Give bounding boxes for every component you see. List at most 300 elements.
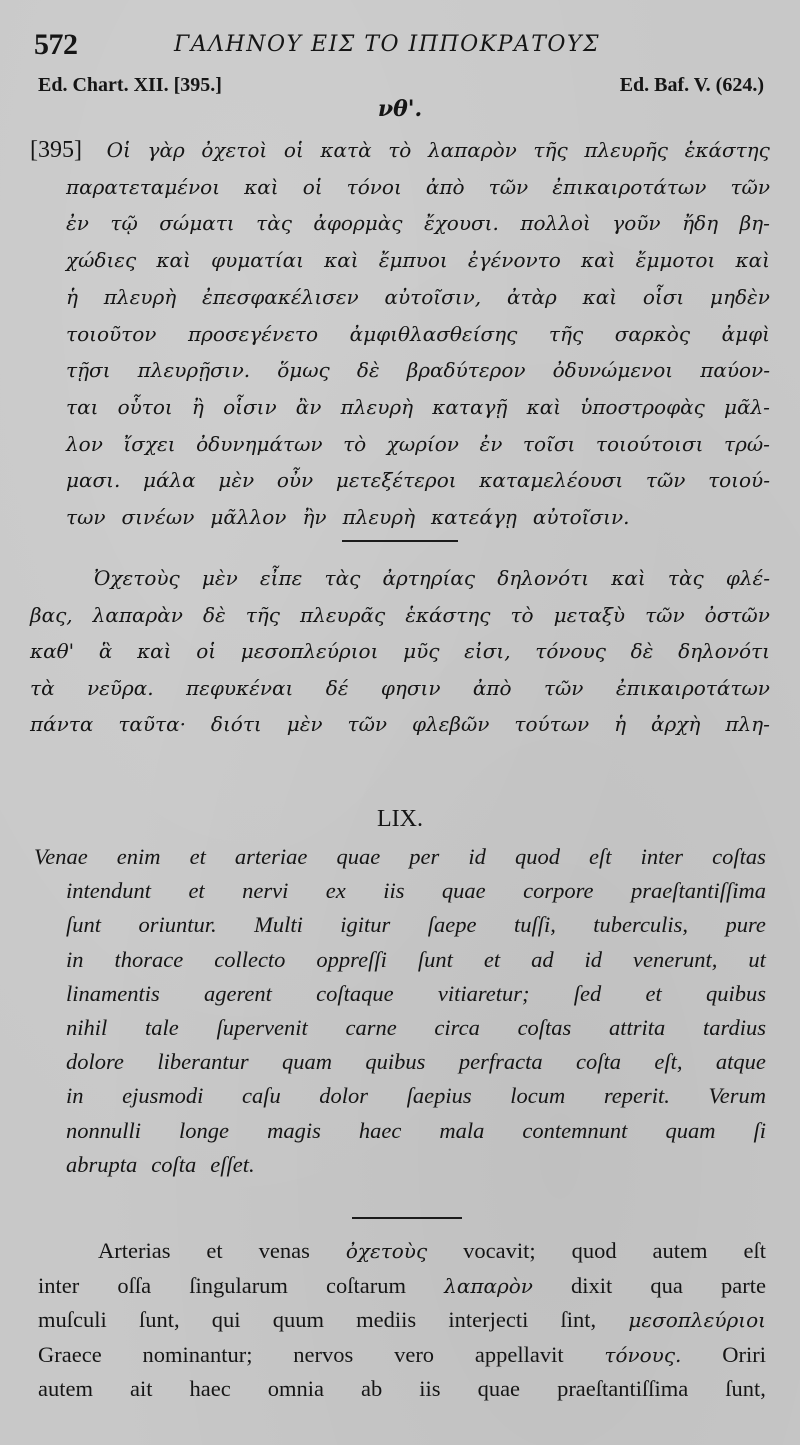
word: Verum xyxy=(708,1083,766,1109)
word: abrupta xyxy=(66,1151,138,1177)
word: ἀμφὶ xyxy=(721,321,770,346)
word: φυματίαι xyxy=(211,248,304,273)
word: τῆς xyxy=(548,321,584,346)
word: tuſſi, xyxy=(513,912,556,938)
word: quum xyxy=(272,1307,324,1332)
word: γοῦν xyxy=(612,211,661,236)
word: corpore xyxy=(523,878,594,904)
word: in xyxy=(66,946,84,972)
word: ἐγένοντο xyxy=(467,248,561,273)
word: ut xyxy=(748,946,766,972)
word: καὶ xyxy=(244,174,279,199)
word: coſta xyxy=(151,1151,197,1177)
word: oriuntur. xyxy=(138,912,217,938)
word: nervi xyxy=(242,878,289,904)
word: appellavit xyxy=(474,1341,564,1367)
word: εἶπε xyxy=(259,566,303,590)
word: qua xyxy=(650,1272,683,1298)
word: πλευρὴ xyxy=(340,394,414,419)
word: enim xyxy=(116,844,161,869)
word: τὸ xyxy=(388,138,412,162)
text-line xyxy=(34,977,766,1011)
word: id xyxy=(468,844,486,869)
word: caſu xyxy=(241,1083,281,1109)
section-number-latin: LIX. xyxy=(377,806,423,832)
word: coſtaque xyxy=(316,980,394,1006)
word: attrita xyxy=(609,1015,666,1041)
text-line xyxy=(30,132,770,169)
word: intendunt xyxy=(66,878,151,904)
word: δηλονότι xyxy=(678,639,770,663)
word: τῶν xyxy=(347,712,388,736)
text-line xyxy=(30,242,770,279)
word: haec xyxy=(189,1376,231,1401)
word: contemnunt xyxy=(522,1117,628,1143)
word: vero xyxy=(394,1341,435,1367)
text-line xyxy=(30,316,770,353)
word: μὲν xyxy=(201,566,238,590)
word: τόνους. xyxy=(604,1342,682,1367)
word: nominantur; xyxy=(142,1341,253,1367)
word: ἀφορμὰς xyxy=(313,211,403,236)
word: ὀστῶν xyxy=(704,602,770,627)
word: ſunt xyxy=(417,946,453,972)
word: σαρκὸς xyxy=(614,321,691,346)
word: ἑκάστης xyxy=(405,602,491,627)
word: ſingularum xyxy=(189,1272,288,1298)
text-line xyxy=(30,670,770,707)
word: μὲν xyxy=(218,468,255,493)
word: arteriae xyxy=(234,844,308,869)
text-line xyxy=(30,389,770,426)
word: haec xyxy=(358,1117,402,1143)
text-line xyxy=(34,1114,766,1148)
word: νεῦρα. xyxy=(86,675,154,700)
word: vitiaretur; xyxy=(437,980,530,1006)
word: autem xyxy=(652,1238,708,1263)
word: καταγῇ xyxy=(432,394,508,419)
word: ἑκάστης xyxy=(684,138,770,162)
text-line xyxy=(38,1338,766,1373)
edition-reference-basel: Ed. Baf. V. (624.) xyxy=(619,74,764,96)
word: ὅμως xyxy=(277,358,330,383)
word: iis xyxy=(383,878,405,904)
word: δὲ xyxy=(630,639,654,663)
word: φλέ- xyxy=(725,566,770,590)
hippocratic-text-latin xyxy=(34,840,766,1182)
word: τῶν xyxy=(645,602,685,627)
word: id xyxy=(584,946,603,972)
text-line xyxy=(34,874,766,908)
word: βας, xyxy=(30,602,73,627)
word: et xyxy=(206,1238,223,1263)
word: liberantur xyxy=(157,1049,249,1075)
text-line xyxy=(34,1011,766,1045)
word: ἀρχὴ xyxy=(651,712,701,736)
word: ἢ xyxy=(191,394,204,419)
word: ait xyxy=(130,1376,153,1401)
word: τῶν xyxy=(543,675,584,700)
word: Graece xyxy=(38,1341,102,1367)
word: ἔμπυοι xyxy=(378,248,448,273)
running-title: ΓΑΛΗΝΟΥ ΕΙΣ ΤΟ ΙΠΠΟΚΡΑΤΟΥΣ xyxy=(174,32,601,57)
word: μηδὲν xyxy=(710,284,770,309)
word: thorace xyxy=(114,946,184,972)
word: μᾶλλον xyxy=(210,505,287,530)
word: quae xyxy=(336,844,381,869)
word: venas xyxy=(258,1238,310,1263)
word: eſt xyxy=(743,1238,766,1263)
word: oſſa xyxy=(117,1272,152,1298)
word: ſi xyxy=(753,1117,766,1143)
word: μῦς xyxy=(403,639,440,663)
word: reperit. xyxy=(603,1083,670,1109)
word: quod xyxy=(571,1238,617,1263)
word: ἀμφιθλασθείσης xyxy=(349,321,518,346)
word: linamentis xyxy=(66,980,160,1006)
word: collecto xyxy=(214,946,286,972)
text-line xyxy=(30,560,770,597)
word: τοιοῦτον xyxy=(66,321,157,346)
word: τὰς xyxy=(324,566,361,590)
word: inter xyxy=(640,844,684,869)
word: dixit xyxy=(571,1272,613,1298)
word: χώδιες xyxy=(66,248,137,273)
word: οὖν xyxy=(276,468,314,493)
text-line xyxy=(38,1234,766,1269)
text-line xyxy=(30,499,770,536)
word: φησιν xyxy=(380,675,441,700)
word: autem xyxy=(38,1376,93,1401)
word: ἀπὸ xyxy=(425,174,465,199)
word: τὰ xyxy=(30,675,55,700)
text-line xyxy=(30,279,770,316)
word: ἔχουσι. xyxy=(423,211,499,236)
word: et xyxy=(189,844,206,869)
word: agerent xyxy=(203,980,272,1006)
word: ἡ xyxy=(614,712,627,736)
word: δὲ xyxy=(202,602,226,627)
word: σώματι xyxy=(159,211,235,236)
word: circa xyxy=(434,1015,480,1041)
word: tuberculis, xyxy=(593,912,689,938)
word: χωρίον xyxy=(386,431,459,456)
word: καὶ xyxy=(526,394,562,419)
word: τῆς xyxy=(245,602,280,627)
word: τῶν xyxy=(645,468,686,493)
word: magis xyxy=(267,1117,321,1143)
word: τρώ- xyxy=(724,431,770,456)
word: ex xyxy=(325,878,346,904)
text-line xyxy=(30,597,770,634)
word: κατὰ xyxy=(320,138,372,162)
word: quod xyxy=(514,844,560,869)
text-line xyxy=(34,943,766,977)
galen-commentary-latin xyxy=(38,1234,766,1407)
word: qui xyxy=(211,1307,241,1332)
word: quibus xyxy=(365,1049,426,1075)
word: ὀχετοὺς xyxy=(345,1239,428,1263)
word: atque xyxy=(715,1049,766,1075)
page-number: 572 xyxy=(34,28,78,61)
word: quam xyxy=(665,1117,716,1143)
word: λον xyxy=(66,431,103,456)
word: muſculi xyxy=(38,1307,107,1332)
word: πλευρῆς xyxy=(584,138,668,162)
word: ſaepius xyxy=(406,1083,472,1109)
word: oppreſſi xyxy=(316,946,387,972)
text-line xyxy=(38,1372,766,1407)
word: ſed xyxy=(573,980,602,1006)
word: ἀτὰρ xyxy=(506,284,557,309)
word: ἢν xyxy=(302,505,327,530)
word: πλευρᾶς xyxy=(300,602,386,627)
word: inter xyxy=(38,1272,80,1298)
word: Multi xyxy=(254,912,303,938)
word: οἷσι xyxy=(642,284,685,309)
word: nervos xyxy=(293,1341,354,1367)
text-line xyxy=(30,462,770,499)
word: τοῖσι xyxy=(522,431,576,456)
word: quam xyxy=(282,1049,332,1075)
word: πλευρὴ xyxy=(342,505,416,530)
word: καὶ xyxy=(137,639,172,663)
word: λαπαρὸν xyxy=(427,138,517,162)
word: διότι xyxy=(210,712,262,736)
word: vocavit; xyxy=(463,1238,536,1263)
word: ὀχετοὶ xyxy=(201,138,268,162)
word: τὰς xyxy=(667,566,704,590)
word: δηλονότι xyxy=(497,566,590,590)
text-line xyxy=(34,1148,766,1182)
text-line xyxy=(30,426,770,463)
word: κατεάγῃ xyxy=(431,505,517,530)
word: φλεβῶν xyxy=(412,712,490,736)
running-head xyxy=(34,28,774,62)
word: πλευρῇσιν. xyxy=(137,358,251,383)
word: ταῦτα· xyxy=(118,712,186,736)
word: τὸ xyxy=(510,602,534,627)
word: dolore xyxy=(66,1049,124,1075)
word: καὶ xyxy=(735,248,770,273)
word: pure xyxy=(725,912,766,938)
text-line xyxy=(34,840,766,874)
word: ἂν xyxy=(295,394,322,419)
word: ἐν xyxy=(479,431,503,456)
word: ſunt xyxy=(66,912,102,938)
word: βη- xyxy=(739,211,770,236)
word: καὶ xyxy=(580,248,616,273)
word: οἱ xyxy=(302,174,323,199)
word: καὶ xyxy=(324,248,359,273)
word: πεφυκέναι xyxy=(185,675,294,700)
word: γὰρ xyxy=(147,138,185,162)
word: ἔμμοτοι xyxy=(635,248,716,273)
word: tale xyxy=(145,1015,179,1041)
word: οἷσιν xyxy=(223,394,277,419)
word: καθ' xyxy=(30,639,75,663)
word: μασι. xyxy=(66,468,121,493)
word: ὀδυνημάτων xyxy=(196,431,323,456)
word: μάλα xyxy=(143,468,196,493)
page-marker: [395] xyxy=(30,137,82,163)
word: coſta xyxy=(575,1049,621,1075)
word: coſtas xyxy=(712,844,766,869)
word: Venae xyxy=(34,844,88,869)
galen-commentary-greek xyxy=(30,560,770,743)
word: μεσοπλεύριοι xyxy=(628,1308,766,1332)
word: quae xyxy=(477,1376,521,1401)
word: τοιούτοισι xyxy=(595,431,704,456)
word: αὐτοῖσιν, xyxy=(384,284,482,309)
word: praeſtantiſſima xyxy=(630,878,766,904)
word: καὶ xyxy=(611,566,646,590)
word: εἰσι, xyxy=(464,639,511,663)
word: Οἱ xyxy=(106,138,131,162)
word: et xyxy=(483,946,501,972)
word: παρατεταμένοι xyxy=(66,174,221,199)
word: ſupervenit xyxy=(216,1015,308,1041)
word: τῶν xyxy=(730,174,770,199)
word: eſt, xyxy=(654,1049,683,1075)
word: οἱ xyxy=(283,138,304,162)
word: ἤδη xyxy=(682,211,719,236)
word: coſtarum xyxy=(326,1272,407,1298)
word: eſt xyxy=(589,844,612,869)
word: πολλοὶ xyxy=(520,211,591,236)
word: nihil xyxy=(66,1015,108,1041)
word: προσεγένετο xyxy=(188,321,319,346)
word: μετεξέτεροι xyxy=(335,468,457,493)
word: quae xyxy=(441,878,486,904)
word: tardius xyxy=(703,1015,766,1041)
text-line xyxy=(34,1079,766,1113)
section-number-greek: νθ'. xyxy=(377,96,423,122)
word: perfracta xyxy=(458,1049,543,1075)
edition-reference-chartier: Ed. Chart. XII. [395.] xyxy=(38,74,222,96)
word: ἐπεσφακέλισεν xyxy=(202,284,359,309)
word: parte xyxy=(721,1272,766,1298)
word: τόνους xyxy=(535,639,606,663)
word: omnia xyxy=(267,1376,324,1401)
text-line xyxy=(30,205,770,242)
word: δὲ xyxy=(356,358,380,383)
word: οἱ xyxy=(196,639,217,663)
word: μεταξὺ xyxy=(553,602,626,627)
word: dolor xyxy=(319,1083,369,1109)
word: ad xyxy=(531,946,554,972)
word: τῷ xyxy=(110,211,138,236)
word: των xyxy=(66,505,106,530)
text-line xyxy=(30,352,770,389)
word: mala xyxy=(439,1117,485,1143)
hippocratic-text-greek xyxy=(30,132,770,536)
word: τῆς xyxy=(533,138,568,162)
word: et xyxy=(645,980,662,1006)
word: ται xyxy=(66,394,99,419)
word: τούτων xyxy=(514,712,590,736)
word: αὐτοῖσιν. xyxy=(532,505,630,530)
text-line xyxy=(34,908,766,942)
word: οὗτοι xyxy=(117,394,173,419)
word: δέ xyxy=(325,675,349,700)
word: ſunt, xyxy=(725,1376,766,1401)
word: igitur xyxy=(340,912,391,938)
word: τὸ xyxy=(343,431,367,456)
text-line xyxy=(34,1045,766,1079)
word: λαπαρὸν xyxy=(444,1273,533,1298)
word: βραδύτερον xyxy=(406,358,526,383)
word: μεσοπλεύριοι xyxy=(240,639,379,663)
word: locum xyxy=(510,1083,566,1109)
word: ὑποστροφὰς xyxy=(580,394,705,419)
word: ejusmodi xyxy=(122,1083,204,1109)
word: ἡ xyxy=(66,284,78,309)
word: καταμελέουσι xyxy=(479,468,624,493)
word: et xyxy=(188,878,205,904)
word: ἐν xyxy=(66,211,89,236)
word: μᾶλ- xyxy=(723,394,770,419)
word: λαπαρὰν xyxy=(92,602,183,627)
text-line xyxy=(30,706,770,743)
word: eſſet. xyxy=(210,1151,255,1177)
word: longe xyxy=(179,1117,230,1143)
word: carne xyxy=(345,1015,397,1041)
word: τὰς xyxy=(256,211,292,236)
word: coſtas xyxy=(517,1015,572,1041)
word: ἀρτηρίας xyxy=(382,566,476,590)
word: Oriri xyxy=(722,1341,766,1367)
word: ὀδυνώμενοι xyxy=(552,358,674,383)
text-line xyxy=(30,169,770,206)
word: καὶ xyxy=(582,284,618,309)
section-divider xyxy=(342,540,458,542)
word: ab xyxy=(361,1376,383,1401)
word: ἐπικαιροτάτων xyxy=(615,675,770,700)
word: venerunt, xyxy=(633,946,718,972)
word: πλευρὴ xyxy=(103,284,177,309)
section-divider xyxy=(352,1217,462,1219)
word: ἴσχει xyxy=(123,431,176,456)
word: praeſtantiſſima xyxy=(557,1376,689,1401)
word: τῇσι xyxy=(66,358,111,383)
text-line xyxy=(30,633,770,670)
word: μὲν xyxy=(286,712,323,736)
word: πάντα xyxy=(30,712,94,736)
word: ſaepe xyxy=(427,912,477,938)
word: interjecti xyxy=(448,1307,529,1332)
word: iis xyxy=(419,1376,441,1401)
word: παύον- xyxy=(700,358,770,383)
word: Ὀχετοὺς xyxy=(94,566,180,590)
word: quibus xyxy=(705,980,766,1006)
text-line xyxy=(38,1269,766,1304)
word: Arterias xyxy=(98,1238,171,1263)
word: καὶ xyxy=(156,248,191,273)
word: ſunt, xyxy=(138,1307,180,1332)
word: τῶν xyxy=(488,174,529,199)
word: ἃ xyxy=(98,639,113,663)
word: per xyxy=(409,844,440,869)
word: ſint, xyxy=(560,1307,597,1332)
word: πλη- xyxy=(725,712,770,736)
word: nonnulli xyxy=(66,1117,142,1143)
word: ἀπὸ xyxy=(472,675,512,700)
word: σινέων xyxy=(121,505,195,530)
word: mediis xyxy=(356,1307,417,1332)
word: ἐπικαιροτάτων xyxy=(552,174,707,199)
text-line xyxy=(38,1303,766,1338)
